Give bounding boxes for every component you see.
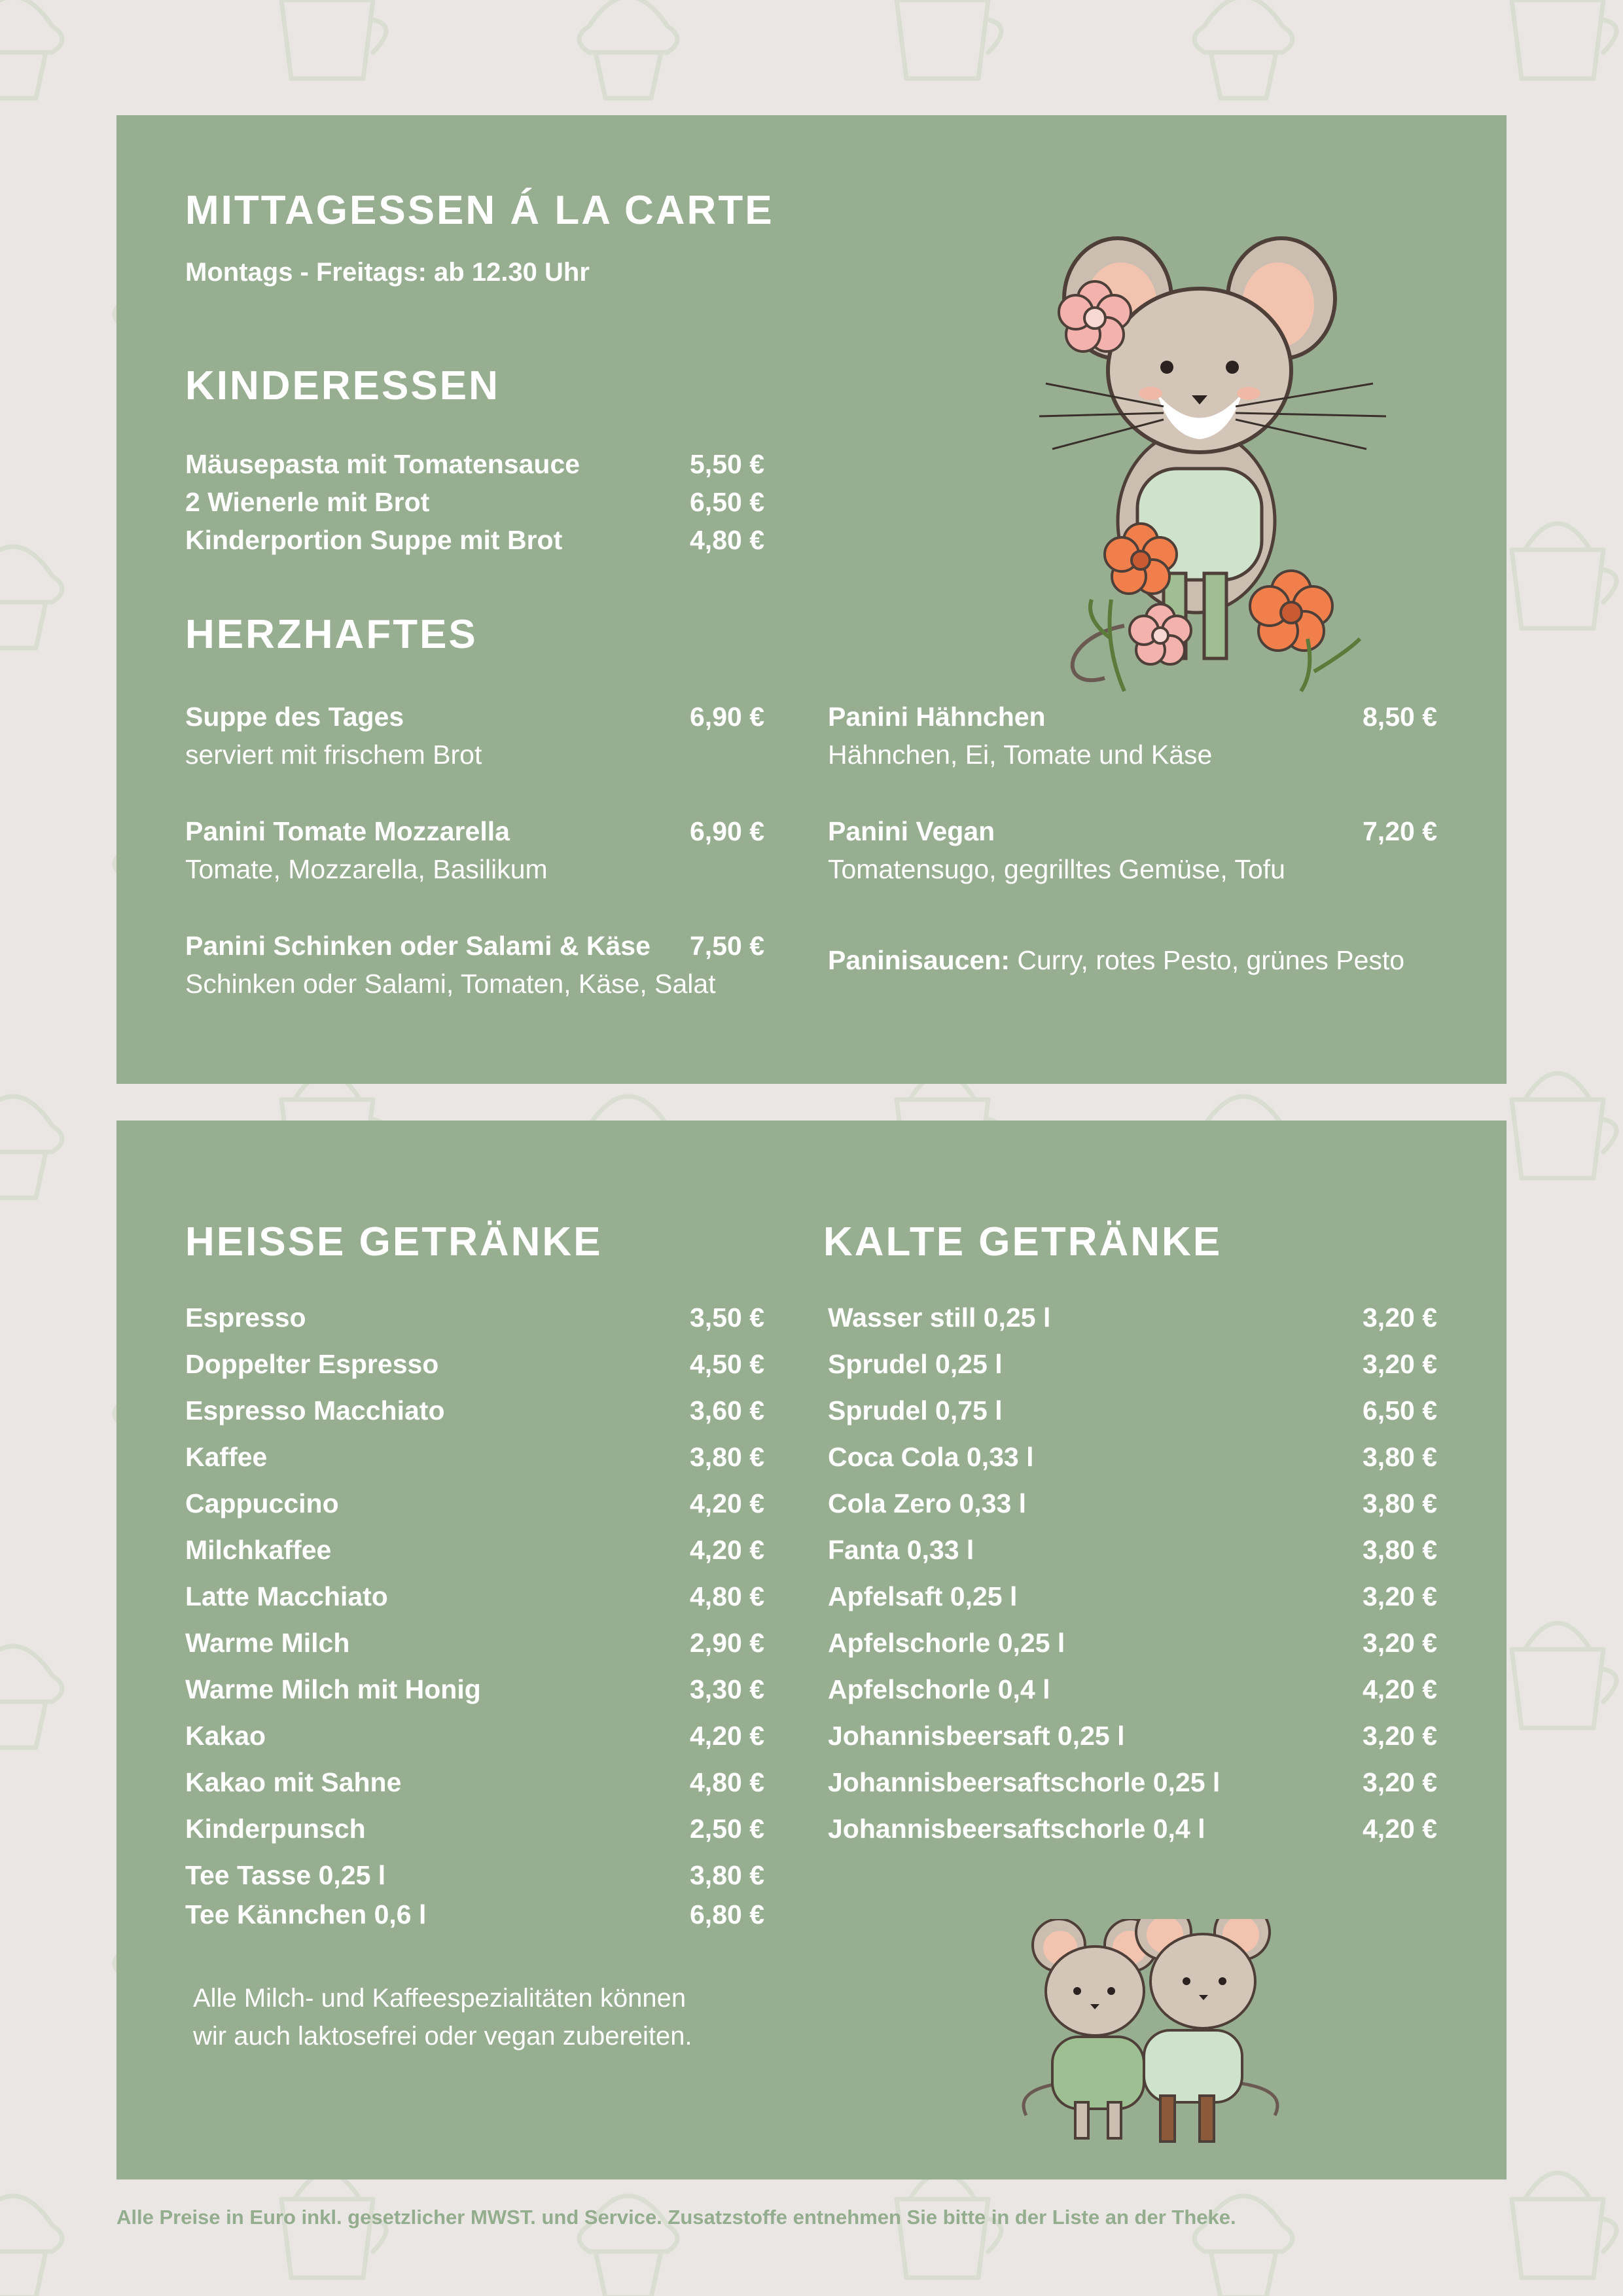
menu-item-name: 2 Wienerle mit Brot: [185, 487, 430, 517]
menu-item-price: 4,50 €: [690, 1349, 764, 1379]
lunch-panel: [116, 115, 1507, 1084]
panini-sauces-text: Curry, rotes Pesto, grünes Pesto: [1009, 945, 1405, 975]
menu-item-price: 7,20 €: [1363, 816, 1437, 846]
menu-item-price: 4,80 €: [690, 1581, 764, 1611]
menu-item-name: Suppe des Tages: [185, 702, 404, 732]
menu-item-price: 6,50 €: [1363, 1395, 1437, 1426]
hot-drinks-title: HEISSE GETRÄNKE: [185, 1219, 603, 1265]
menu-item-name: Apfelschorle 0,25 l: [828, 1628, 1065, 1658]
menu-item-description: Tomatensugo, gegrilltes Gemüse, Tofu: [828, 854, 1285, 884]
menu-item-name: Johannisbeersaft 0,25 l: [828, 1721, 1125, 1751]
menu-item-price: 8,50 €: [1363, 702, 1437, 732]
panini-sauces-label: Paninisaucen:: [828, 945, 1010, 975]
menu-item-name: Apfelschorle 0,4 l: [828, 1674, 1050, 1704]
cold-drinks-title: KALTE GETRÄNKE: [823, 1219, 1222, 1265]
menu-item-name: Warme Milch: [185, 1628, 350, 1658]
menu-item-name: Kinderpunsch: [185, 1814, 366, 1844]
menu-item-name: Panini Schinken oder Salami & Käse: [185, 931, 651, 961]
menu-item-price: 7,50 €: [690, 931, 764, 961]
menu-item-name: Panini Tomate Mozzarella: [185, 816, 510, 846]
menu-item-price: 4,20 €: [690, 1488, 764, 1518]
menu-item-name: Fanta 0,33 l: [828, 1535, 974, 1565]
menu-item-price: 2,90 €: [690, 1628, 764, 1658]
menu-item-name: Warme Milch mit Honig: [185, 1674, 481, 1704]
menu-item-name: Johannisbeersaftschorle 0,4 l: [828, 1814, 1205, 1844]
menu-item-name: Cola Zero 0,33 l: [828, 1488, 1027, 1518]
menu-item-name: Sprudel 0,75 l: [828, 1395, 1003, 1426]
two-mice-hugging-illustration: [1000, 1919, 1327, 2155]
menu-item-name: Latte Macchiato: [185, 1581, 388, 1611]
menu-item-description: Tomate, Mozzarella, Basilikum: [185, 854, 548, 884]
menu-item-price: 6,90 €: [690, 816, 764, 846]
menu-item-name: Mäusepasta mit Tomatensauce: [185, 449, 580, 479]
menu-item-price: 3,20 €: [1363, 1349, 1437, 1379]
menu-item-name: Milchkaffee: [185, 1535, 332, 1565]
menu-item-price: 6,50 €: [690, 487, 764, 517]
menu-item-price: 3,20 €: [1363, 1628, 1437, 1658]
menu-item-description: Schinken oder Salami, Tomaten, Käse, Salat: [185, 969, 716, 999]
menu-item-name: Kakao mit Sahne: [185, 1767, 402, 1797]
menu-item-name: Kinderportion Suppe mit Brot: [185, 525, 563, 555]
menu-item-price: 3,20 €: [1363, 1767, 1437, 1797]
menu-item-price: 4,20 €: [1363, 1674, 1437, 1704]
menu-item-name: Sprudel 0,25 l: [828, 1349, 1003, 1379]
drinks-panel: [116, 1121, 1507, 2179]
panini-sauces: [828, 945, 1404, 976]
menu-item-price: 3,80 €: [1363, 1488, 1437, 1518]
menu-item-price: 5,50 €: [690, 449, 764, 479]
menu-item-name: Doppelter Espresso: [185, 1349, 439, 1379]
menu-item-price: 3,30 €: [690, 1674, 764, 1704]
lunch-title: MITTAGESSEN Á LA CARTE: [185, 188, 774, 233]
menu-item-price: 2,50 €: [690, 1814, 764, 1844]
menu-item-price: 3,20 €: [1363, 1721, 1437, 1751]
menu-item-name: Apfelsaft 0,25 l: [828, 1581, 1018, 1611]
menu-item-price: 3,80 €: [690, 1442, 764, 1472]
menu-item-price: 3,80 €: [1363, 1442, 1437, 1472]
menu-item-name: Panini Hähnchen: [828, 702, 1046, 732]
menu-item-name: Wasser still 0,25 l: [828, 1302, 1051, 1333]
menu-item-price: 3,80 €: [1363, 1535, 1437, 1565]
menu-item-name: Kakao: [185, 1721, 266, 1751]
menu-item-price: 4,80 €: [690, 525, 764, 555]
menu-item-name: Tee Kännchen 0,6 l: [185, 1899, 427, 1929]
mouse-with-flowers-illustration: [1033, 220, 1517, 717]
menu-item-name: Tee Tasse 0,25 l: [185, 1860, 386, 1890]
menu-item-price: 3,60 €: [690, 1395, 764, 1426]
dairy-note: Alle Milch- und Kaffeespezialitäten können wir auch laktosefrei oder vegan zubereiten.: [193, 1984, 692, 2051]
menu-item-name: Panini Vegan: [828, 816, 995, 846]
menu-item-price: 4,20 €: [1363, 1814, 1437, 1844]
menu-item-price: 3,20 €: [1363, 1581, 1437, 1611]
menu-item-description: Hähnchen, Ei, Tomate und Käse: [828, 740, 1213, 770]
menu-item-name: Johannisbeersaftschorle 0,25 l: [828, 1767, 1221, 1797]
lunch-hours: Montags - Freitags: ab 12.30 Uhr: [185, 258, 590, 287]
menu-item-name: Kaffee: [185, 1442, 268, 1472]
menu-item-price: 4,80 €: [690, 1767, 764, 1797]
menu-item-description: serviert mit frischem Brot: [185, 740, 482, 770]
menu-item-name: Cappuccino: [185, 1488, 339, 1518]
menu-item-name: Espresso: [185, 1302, 306, 1333]
kids-title: KINDERESSEN: [185, 363, 500, 408]
menu-item-name: Espresso Macchiato: [185, 1395, 445, 1426]
menu-item-price: 4,20 €: [690, 1721, 764, 1751]
menu-item-price: 3,80 €: [690, 1860, 764, 1890]
menu-item-price: 6,90 €: [690, 702, 764, 732]
hearty-title: HERZHAFTES: [185, 612, 478, 657]
menu-item-name: Coca Cola 0,33 l: [828, 1442, 1034, 1472]
menu-item-price: 3,50 €: [690, 1302, 764, 1333]
menu-item-price: 3,20 €: [1363, 1302, 1437, 1333]
footer-note: Alle Preise in Euro inkl. gesetzlicher MWST. und Service. Zusatzstoffe entnehmen Sie bitte in der Liste an der Theke.: [116, 2206, 1236, 2229]
menu-item-price: 4,20 €: [690, 1535, 764, 1565]
menu-item-price: 6,80 €: [690, 1899, 764, 1929]
